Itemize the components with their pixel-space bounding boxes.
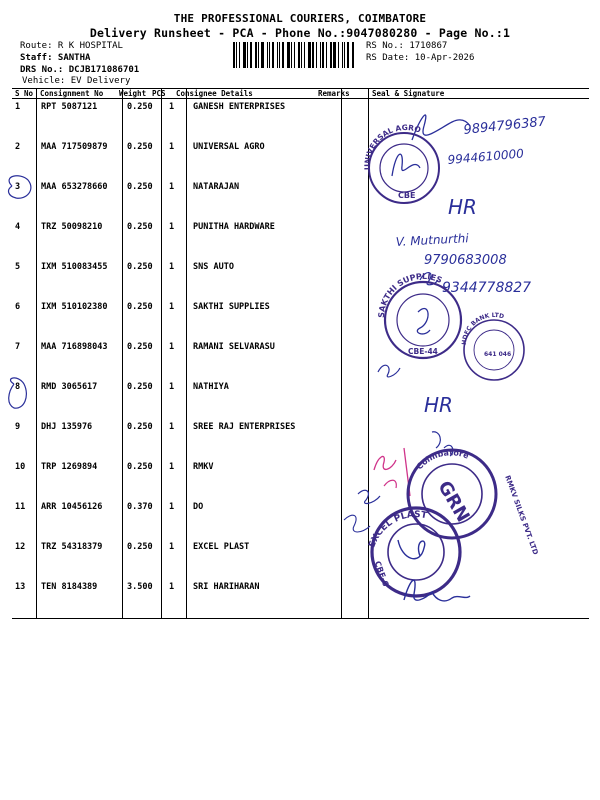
row-consignment: DHJ 135976 <box>41 422 93 432</box>
handwritten-name: V. Mutnurthi <box>395 231 469 249</box>
stamp-text: HDFC BANK LTD <box>460 311 505 346</box>
vehicle-label: Vehicle: EV Delivery <box>22 76 131 86</box>
rmkv-stamp <box>408 448 540 556</box>
row-weight: 0.250 <box>127 102 153 112</box>
row-weight: 0.250 <box>127 222 153 232</box>
row-consignment: TRZ 54318379 <box>41 542 103 552</box>
row-consignment: TEN 8184389 <box>41 582 98 592</box>
row-pcs: 1 <box>169 302 175 312</box>
stamp-text: CBE-6 <box>372 559 391 588</box>
row-pcs: 1 <box>169 422 175 432</box>
row-weight: 0.250 <box>127 382 153 392</box>
rs-date: RS Date: 10-Apr-2026 <box>366 53 475 63</box>
row-weight: 0.250 <box>127 142 153 152</box>
pink-pen-mark <box>374 448 410 496</box>
row-consignee: DO <box>193 502 204 512</box>
row-weight: 3.500 <box>127 582 153 592</box>
row-pcs: 1 <box>169 342 175 352</box>
col-header-remarks: Remarks <box>318 89 350 98</box>
row-pcs: 1 <box>169 262 175 272</box>
handwritten-initials: HR <box>448 195 477 219</box>
row-sno: 9 <box>15 422 21 432</box>
company-title: THE PROFESSIONAL COURIERS, COIMBATORE <box>173 12 427 25</box>
svg-text:Coimbatore <box>415 448 471 471</box>
runsheet-subtitle: Delivery Runsheet - PCA - Phone No.:9047080280 - Page No.:1 <box>89 26 511 40</box>
signature-scribble <box>378 365 400 377</box>
handwritten-phone: 9790683008 <box>424 253 507 268</box>
row-pcs: 1 <box>169 502 175 512</box>
row-consignment: ARR 10456126 <box>41 502 103 512</box>
row-sno: 6 <box>15 302 21 312</box>
row-consignee: GANESH ENTERPRISES <box>193 102 286 112</box>
svg-text:HDFC BANK LTD <box>461 312 505 345</box>
handwritten-initials: HR <box>424 393 453 417</box>
row-sno: 8 <box>15 382 21 392</box>
stamp-text: 641 046 <box>484 351 512 358</box>
row-consignee: SNS AUTO <box>193 262 234 272</box>
row-consignee: SRI HARIHARAN <box>193 582 260 592</box>
row-consignment: TRZ 50098210 <box>41 222 103 232</box>
col-header-seal: Seal & Signature <box>372 89 445 98</box>
handwritten-phone: 9944610000 <box>447 146 525 167</box>
row-consignee: SREE RAJ ENTERPRISES <box>193 422 296 432</box>
row-pcs: 1 <box>169 462 175 472</box>
row-consignment: MAA 717509879 <box>41 142 108 152</box>
staff-label: Staff: SANTHA <box>20 53 91 63</box>
col-header-details: Consignee Details <box>176 89 253 98</box>
drs-number: DRS No.: DCJB171086701 <box>20 65 140 75</box>
row-weight: 0.250 <box>127 542 153 552</box>
row-consignee: RMKV <box>193 462 214 472</box>
excel-plast-stamp <box>367 508 460 596</box>
stamp-text: Coimbatore <box>414 448 470 472</box>
col-header-weight: Weight <box>119 89 147 98</box>
row-sno: 11 <box>15 502 26 512</box>
row-weight: 0.250 <box>127 342 153 352</box>
stamp-text: CBE <box>398 191 416 200</box>
row-consignee: PUNITHA HARDWARE <box>193 222 275 232</box>
row-weight: 0.250 <box>127 182 153 192</box>
row-consignee: EXCEL PLAST <box>193 542 250 552</box>
row-weight: 0.250 <box>127 462 153 472</box>
row-consignee: UNIVERSAL AGRO <box>193 142 265 152</box>
stamp-text: GRN <box>433 477 474 526</box>
row-consignee: NATARAJAN <box>193 182 240 192</box>
signature-scribble <box>344 515 370 532</box>
row-consignment: MAA 653278660 <box>41 182 108 192</box>
col-header-pcs: PCS <box>152 89 166 98</box>
row-sno: 7 <box>15 342 21 352</box>
row-pcs: 1 <box>169 182 175 192</box>
stamp-text: CBE-44 <box>408 347 438 356</box>
row-weight: 0.250 <box>127 302 153 312</box>
stamp-text: RMKV SILKS PVT. LTD <box>503 474 540 556</box>
sno-circle-mark <box>9 176 31 199</box>
signature-scribble <box>358 490 380 503</box>
row-consignee: RAMANI SELVARASU <box>193 342 275 352</box>
row-weight: 0.250 <box>127 262 153 272</box>
handwritten-phone: 9894796387 <box>462 114 547 138</box>
col-header-consignment: Consignment No <box>40 89 104 98</box>
row-consignment: IXM 510102380 <box>41 302 108 312</box>
row-weight: 0.250 <box>127 422 153 432</box>
route-label: Route: R K HOSPITAL <box>20 41 123 51</box>
row-weight: 0.370 <box>127 502 153 512</box>
bank-stamp <box>461 312 524 380</box>
row-pcs: 1 <box>169 102 175 112</box>
row-consignment: IXM 510083455 <box>41 262 108 272</box>
sno-circle-mark <box>9 378 27 408</box>
row-consignment: MAA 716898043 <box>41 342 108 352</box>
row-sno: 2 <box>15 142 21 152</box>
stamp-text: EXCEL PLAST <box>367 510 428 550</box>
row-pcs: 1 <box>169 542 175 552</box>
row-consignment: TRP 1269894 <box>41 462 98 472</box>
row-consignee: NATHIYA <box>193 382 229 392</box>
stamp-text: UNIVERSAL AGRO <box>362 122 422 171</box>
col-header-sno: S No <box>15 89 34 98</box>
row-sno: 3 <box>15 182 21 192</box>
row-pcs: 1 <box>169 222 175 232</box>
row-sno: 10 <box>15 462 26 472</box>
row-pcs: 1 <box>169 582 175 592</box>
row-consignment: RMD 3065617 <box>41 382 98 392</box>
row-sno: 5 <box>15 262 21 272</box>
row-sno: 4 <box>15 222 21 232</box>
row-pcs: 1 <box>169 142 175 152</box>
handwritten-phone: 9344778827 <box>442 280 532 296</box>
row-sno: 1 <box>15 102 21 112</box>
row-consignee: SAKTHI SUPPLIES <box>193 302 270 312</box>
row-sno: 13 <box>15 582 26 592</box>
row-sno: 12 <box>15 542 26 552</box>
row-pcs: 1 <box>169 382 175 392</box>
rs-number: RS No.: 1710867 <box>366 41 448 51</box>
row-consignment: RPT 5087121 <box>41 102 98 112</box>
stamp-text: SAKTHI SUPPLIES <box>376 271 444 319</box>
